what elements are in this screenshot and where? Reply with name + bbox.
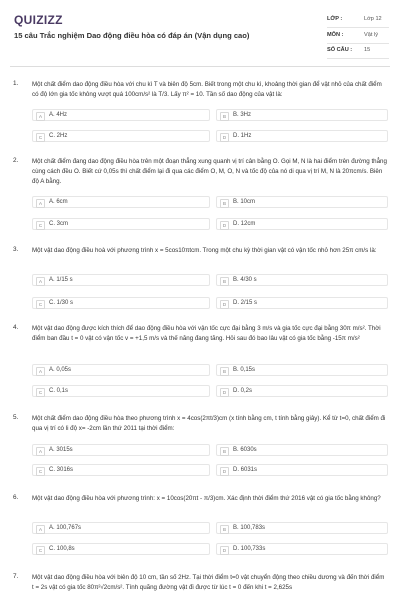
option-letter: A — [36, 277, 45, 286]
question-text: Một vật dao động điều hòa với phương trình: x = 10cos(20πt - π/3)cm. Xác định thời điểm thứ 2016 vật có gia tốc bằng không? — [32, 495, 381, 502]
option-text: B. 0,15s — [233, 367, 256, 373]
option-d[interactable] — [216, 130, 388, 142]
option-text: A. 1/15 s — [49, 277, 73, 283]
meta-label: SỐ CÂU : — [327, 47, 353, 53]
header-divider — [10, 66, 390, 67]
option-c[interactable] — [32, 385, 210, 397]
question-text: Một vật dao động điều hòa với biên độ 10 cm, tần số 2Hz. Tại thời điểm t=0 vật chuyển động theo chiều dương và đến thời điểm t = 2s vật có gia tốc 80π²√2cm/s². Tính quãng đường vật đi được từ lúc t = 0 đến khi t = 2,625s — [32, 574, 385, 591]
question-number: 6. — [13, 494, 19, 501]
meta-label: LỚP : — [327, 16, 343, 22]
option-text: A. 3015s — [49, 447, 73, 453]
question-text: Một chất điểm dao động điều hòa theo phương trình x = 4cos(2πt/3)cm (x tính bằng cm, t tính bằng giây). Kể từ t=0, chất điểm đi qua vị trí có li độ x= -2cm lần thứ 2011 tại thời điểm: — [32, 415, 386, 432]
option-c[interactable] — [32, 218, 210, 230]
option-a[interactable] — [32, 109, 210, 121]
option-letter: C — [36, 388, 45, 397]
option-text: A. 0,05s — [49, 367, 72, 373]
question-text: Một chất điểm đang dao động điều hòa trên một đoạn thẳng xung quanh vị trí cân bằng O. Gọi M, N là hai điểm trên đường thẳng cùng cách đều O. Biết cứ 0,05s thì chất điểm lại đi qua các điểm O, M, O, N và tốc độ của nó di qua vị trí M, N là 20πcm/s. Biên độ A bằng. — [32, 158, 387, 185]
option-letter: C — [36, 133, 45, 142]
option-text: D. 12cm — [233, 221, 256, 227]
option-text: D. 1Hz — [233, 133, 252, 139]
option-letter: A — [36, 447, 45, 456]
option-text: A. 100,767s — [49, 525, 82, 531]
meta-divider — [327, 58, 389, 59]
option-letter: C — [36, 546, 45, 555]
option-text: C. 2Hz — [49, 133, 68, 139]
option-b[interactable] — [216, 444, 388, 456]
option-letter: D — [220, 546, 229, 555]
option-a[interactable] — [32, 444, 210, 456]
option-b[interactable] — [216, 109, 388, 121]
option-text: B. 3Hz — [233, 112, 252, 118]
option-c[interactable] — [32, 464, 210, 476]
option-c[interactable] — [32, 543, 210, 555]
option-a[interactable] — [32, 196, 210, 208]
meta-divider — [327, 43, 389, 44]
option-text: B. 10cm — [233, 199, 256, 205]
question-text: Một chất điểm dao động điều hòa với chu kì T và biên độ 5cm. Biết trong một chu kì, khoảng thời gian để vật nhỏ của chất điểm có độ lớn gia tốc không vượt quá 100cm/s² là T/3. Lấy π² = 10. Tần số dao động của vật là: — [32, 81, 382, 98]
option-letter: D — [220, 300, 229, 309]
option-text: C. 3cm — [49, 221, 69, 227]
quizizz-logo: QUIZIZZ — [14, 13, 63, 27]
option-letter: B — [220, 277, 229, 286]
option-text: B. 4/30 s — [233, 277, 257, 283]
option-a[interactable] — [32, 364, 210, 376]
option-letter: B — [220, 525, 229, 534]
option-letter: B — [220, 112, 229, 121]
worksheet-header — [0, 0, 400, 66]
option-b[interactable] — [216, 364, 388, 376]
option-text: A. 6cm — [49, 199, 68, 205]
option-b[interactable] — [216, 274, 388, 286]
option-text: D. 0,2s — [233, 388, 253, 394]
option-letter: C — [36, 221, 45, 230]
option-text: C. 3016s — [49, 467, 74, 473]
question-number: 3. — [13, 246, 19, 253]
option-letter: B — [220, 199, 229, 208]
option-d[interactable] — [216, 218, 388, 230]
option-letter: D — [220, 467, 229, 476]
option-d[interactable] — [216, 385, 388, 397]
option-letter: D — [220, 388, 229, 397]
question-text: Một vật dao động được kích thích để dao động điều hòa với vận tốc cực đại bằng 3 m/s và gia tốc cực đại bằng 30π m/s². Thời điểm ban đầu t = 0 vật có vận tốc v = +1,5 m/s và thế năng đang tăng. Hỏi sau đó bao lâu vật có gia tốc bằng -15π m/s² — [32, 325, 381, 342]
option-letter: B — [220, 367, 229, 376]
option-letter: B — [220, 447, 229, 456]
question-text: Một vật dao động điều hoà với phương trình x = 5cos10πtcm. Trong một chu kỳ thời gian vật có vận tốc nhỏ hơn 25π cm/s là: — [32, 247, 377, 254]
meta-value-subject: Vật lý — [364, 32, 378, 38]
option-letter: A — [36, 525, 45, 534]
question-number: 2. — [13, 157, 19, 164]
option-d[interactable] — [216, 543, 388, 555]
option-text: D. 100,733s — [233, 546, 266, 552]
option-text: C. 1/30 s — [49, 300, 74, 306]
option-letter: A — [36, 367, 45, 376]
option-letter: C — [36, 300, 45, 309]
question-number: 1. — [13, 80, 19, 87]
question-number: 5. — [13, 414, 19, 421]
meta-label: MÔN : — [327, 32, 344, 38]
option-text: D. 2/15 s — [233, 300, 258, 306]
option-c[interactable] — [32, 297, 210, 309]
option-text: C. 100,8s — [49, 546, 75, 552]
option-letter: D — [220, 221, 229, 230]
meta-value-class: Lớp 12 — [364, 16, 382, 22]
meta-value-count: 15 — [364, 47, 371, 53]
page-title: 15 câu Trắc nghiệm Dao động điều hòa có đáp án (Vận dụng cao) — [14, 31, 250, 40]
option-d[interactable] — [216, 464, 388, 476]
option-text: C. 0,1s — [49, 388, 69, 394]
option-d[interactable] — [216, 297, 388, 309]
question-number: 7. — [13, 573, 19, 580]
option-text: D. 6031s — [233, 467, 258, 473]
option-b[interactable] — [216, 196, 388, 208]
option-letter: A — [36, 112, 45, 121]
option-c[interactable] — [32, 130, 210, 142]
option-letter: D — [220, 133, 229, 142]
question-number: 4. — [13, 324, 19, 331]
option-letter: C — [36, 467, 45, 476]
option-a[interactable] — [32, 274, 210, 286]
option-text: B. 100,783s — [233, 525, 266, 531]
option-b[interactable] — [216, 522, 388, 534]
option-letter: A — [36, 199, 45, 208]
option-a[interactable] — [32, 522, 210, 534]
option-text: A. 4Hz — [49, 112, 68, 118]
meta-divider — [327, 27, 389, 28]
option-text: B. 6030s — [233, 447, 257, 453]
